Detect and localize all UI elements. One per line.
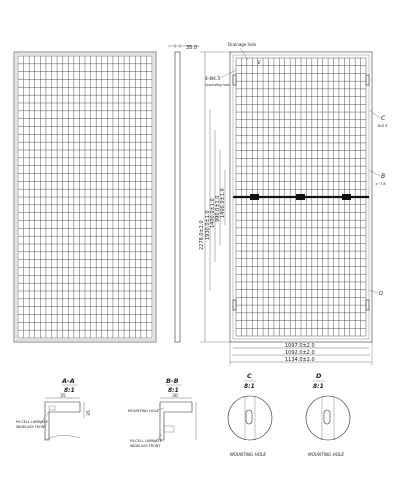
section-bb-note-1: PV-CELL LAMINATE [130, 439, 162, 443]
side-view [168, 44, 200, 342]
front-view-panel [14, 52, 156, 342]
section-bb-profile [160, 402, 192, 440]
detail-c-slot [246, 410, 252, 424]
marker-e: E [258, 60, 261, 65]
section-aa-title: A-A [62, 377, 75, 385]
section-bb-title: B-B [166, 377, 179, 385]
section-aa-note-1: PV-CELL LAMINATE [16, 420, 48, 424]
detail-d-circle [306, 396, 350, 440]
mounting-slot [233, 75, 236, 85]
detail-c-scale: 8:1 [244, 383, 255, 390]
section-bb-width: 30 [172, 394, 178, 399]
dim-overall-height: 2278.0±2.0 [199, 220, 205, 250]
section-bb-note-2: WIDELASS FRONT [130, 444, 161, 448]
junction-box-left [250, 194, 259, 200]
marker-b: B [381, 173, 386, 180]
marker-b-sub: 1~7-8 [375, 182, 386, 186]
mounting-slot [366, 300, 369, 310]
section-bb [128, 377, 196, 448]
marker-c-sub: 8-Ø 9 [378, 124, 388, 128]
side-thickness-label: 35.0 [186, 45, 198, 51]
marker-d: D [379, 291, 383, 297]
section-aa-width: 35 [60, 394, 66, 399]
detail-d [306, 372, 350, 457]
detail-d-title: D [316, 372, 322, 380]
mounting-slot [366, 75, 369, 85]
dim-3: 990.0±1.0 [215, 195, 221, 222]
section-aa-profile [45, 402, 80, 440]
dim-width-3: 1134.0±2.0 [285, 357, 315, 363]
detail-d-caption: MOUNTING HOLE [308, 452, 345, 457]
junction-box-center [296, 194, 305, 200]
dim-width-1: 1097.0±2.0 [285, 343, 315, 349]
detail-c [228, 372, 272, 457]
detail-c-caption: MOUNTING HOLE [230, 452, 267, 457]
section-aa [16, 377, 92, 440]
detail-c-circle [228, 396, 272, 440]
section-aa-height: 35 [87, 410, 92, 416]
section-aa-scale: 8:1 [64, 387, 75, 394]
detail-d-slot [324, 410, 330, 424]
grounding-hole-sublabel: Grounding hole [205, 83, 230, 87]
dim-width-2: 1092.0±2.0 [285, 350, 315, 356]
marker-c: C [381, 115, 386, 122]
grounding-hole-label: 4-Ø4.5 [205, 77, 221, 82]
drainage-hole-label: Drainage hole [228, 42, 257, 47]
section-aa-note-2: WIDELASS FRONT [16, 425, 47, 429]
mounting-hole-label: MOUNTING HOLE [128, 409, 159, 413]
detail-d-scale: 8:1 [313, 383, 324, 390]
detail-c-title: C [247, 372, 252, 380]
dim-1: 1930.0±1.0 [205, 210, 211, 240]
dim-2: 1400.0±1.0 [210, 198, 216, 228]
dim-4: 1400.0±1.0 [220, 188, 226, 218]
section-bb-scale: 8:1 [168, 387, 179, 394]
front-cell-grid [18, 56, 152, 338]
side-profile [175, 52, 180, 342]
junction-box-right [342, 194, 351, 200]
mounting-slot [233, 300, 236, 310]
rear-view-panel [199, 42, 387, 366]
